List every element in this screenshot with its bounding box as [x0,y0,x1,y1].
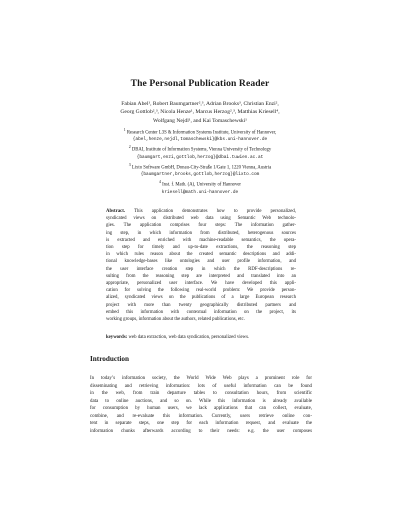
abstract-line [106,208,296,215]
abstract-line: gies. The application comprises four steps: The information gather- [106,223,296,229]
abstract-line: embed this information with contextual information on the project, its [106,309,296,315]
affiliation-email: kriesell@math.uni-hannover.de [161,189,239,195]
paper-title: The Personal Publication Reader [130,78,270,89]
abstract-line: working groups, information about the authors, related publications, etc. [106,317,245,323]
affiliation-marker: 4 [158,180,161,185]
affiliation [70,144,330,154]
abstract-line: alized, syndicated views on the publications of a large European research [106,295,296,301]
author-line: Fabian Abel¹, Robert Baumgartner²,³, Adrian Brooks³, Christian Enzi², [121,101,279,107]
body-line: data to online auctions, and so on. While this information is already available [90,398,312,404]
abstract [106,208,296,323]
author-line: Georg Gottlob²,³, Nicola Henze¹, Marcus Herzog²,³, Matthias Kriesell⁴, [120,109,280,116]
abstract-line: tional knowledge-bases like ontologies and user profile information, and [106,259,296,265]
affiliation [70,162,330,172]
body-line: tent in separate steps, one step for each information request, and evaluate the [90,421,312,426]
abstract-line: project with more than twenty geographically distributed partners and [106,302,296,308]
body-line: disseminating and retrieving information: lots of useful information can be found [90,383,312,389]
affiliation-text: Inst. f. Math. (A), University of Hannover [162,182,241,188]
affiliation-email: {baumgartner,brooks,gottlob,herzog}@lixto.com [140,172,260,178]
abstract-line: tion step for timely and up-to-date extractions, the reasoning step [106,245,296,251]
body-line: for consumption by human users, we lack applications that can collect, evaluate, [90,406,312,411]
body-line: information chunks afterwards according to their needs: e.g. the user composes [90,428,312,434]
affiliation-text: Lixto Software GmbH, Donau-City-Straße 1/Gate 1, 1220 Vienna, Austria [131,165,272,171]
author-list [90,100,310,125]
affiliation-marker: 3 [128,162,131,167]
affiliation-marker: 1 [123,128,126,132]
keywords [106,334,296,341]
affiliations [70,127,330,197]
abstract-line: in which rules reason about the created semantic descriptions and addi- [106,252,296,258]
abstract-line: appropriate, personalized user interface. We have developed this appli- [106,281,296,287]
affiliation-text: DBAI, Institute of Information Systems, Vienna University of Technology [131,147,272,153]
abstract-line: is extracted and enriched with machine-readable semantics, the opera- [106,237,296,243]
author-line: Wolfgang Nejdl¹, and Kai Tomaschewski¹ [153,117,247,124]
body-line: In today’s information society, the World Wide Web plays a prominent role for [90,376,312,381]
abstract-line: syndicated views on distributed web data using Semantic Web technolo- [106,216,296,222]
body-line: in the web, from train departure tables to consultation hours, from scientific [90,391,312,396]
abstract-line: cation for solving the following real-world problem: We provide person- [106,288,296,294]
keywords-text: web data extraction, web data syndication, personalized views. [127,335,250,340]
body-line: combine, and re-evaluate this information. Currently, users retrieve online con- [90,413,312,419]
affiliation-email: {abel,henze,nejdl,tomaschewski}@kbs.uni-hannover.de [132,137,268,143]
affiliation-email: {baumgart,enzi,gottlob,herzog}@dbai.tuwien.ac.at [136,154,264,160]
abstract-label: Abstract. [106,209,126,214]
affiliation [70,179,330,189]
introduction-text [90,375,312,435]
keywords-label: keywords: [106,335,128,340]
affiliation-text: Research Center L3S & Information Systems Institute, University of Hannover, [126,130,277,136]
affiliation-marker: 2 [128,145,131,150]
abstract-line: the user interface creation step in which the RDF-descriptions re- [106,266,296,272]
abstract-text: This application demonstrates how to provide personalized, [125,209,296,214]
affiliation [70,127,330,137]
abstract-line: ing step, in which information from distributed, heterogenous sources [106,230,296,236]
abstract-line: sulting from the reasoning step are interpreted and translated into an [106,273,296,279]
section-heading: Introduction [90,355,130,363]
